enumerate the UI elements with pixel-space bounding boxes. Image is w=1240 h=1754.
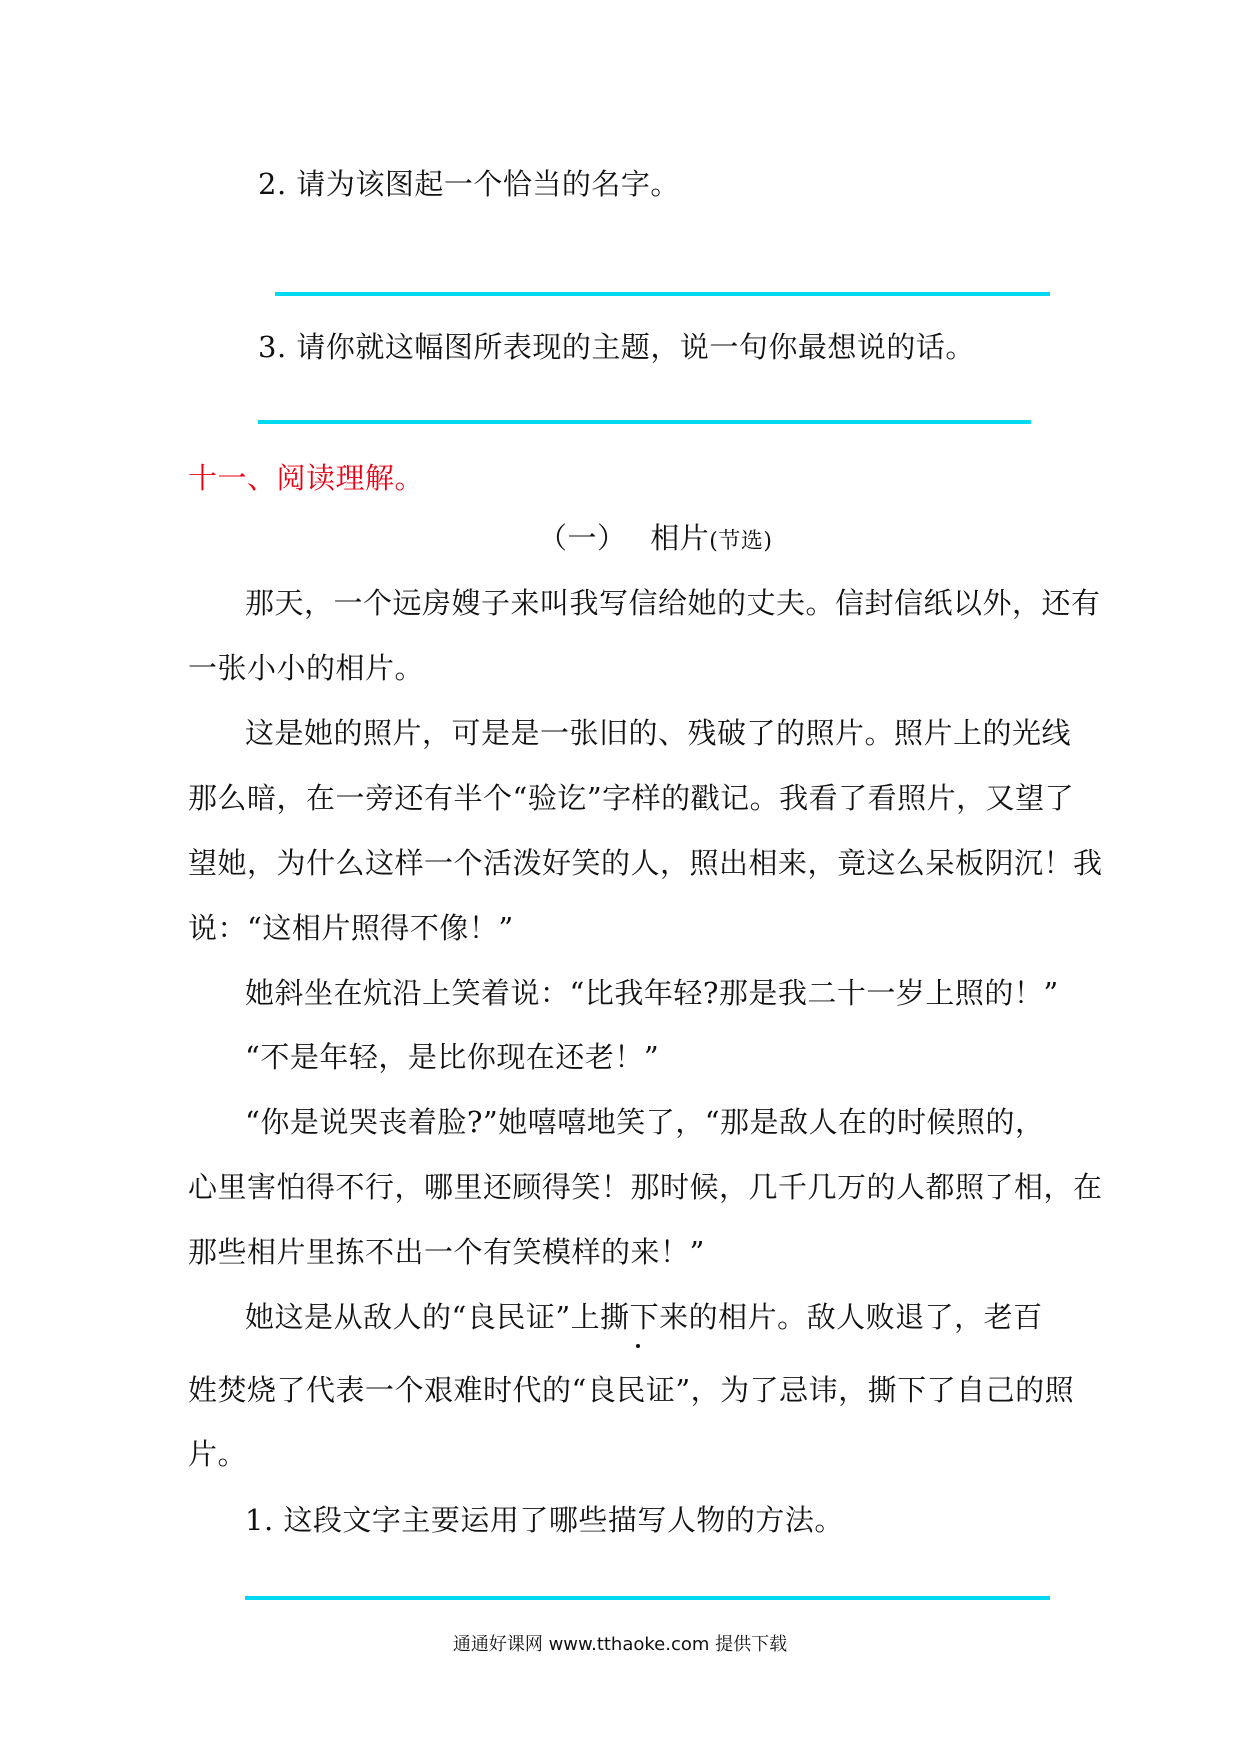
footer-source: 通通好课网 www.tthaoke.com 提供下载: [452, 1634, 788, 1655]
passage-line: 她斜坐在炕沿上笑着说：“比我年轻?那是我二十一岁上照的！”: [245, 976, 1059, 1010]
passage-line: 望她，为什么这样一个活泼好笑的人，照出相来，竟这么呆板阴沉！我: [188, 846, 1103, 880]
passage-line: “你是说哭丧着脸?”她嘻嘻地笑了，“那是敌人在的时候照的，: [245, 1105, 1045, 1139]
question-2: 2. 请为该图起一个恰当的名字。: [258, 167, 680, 201]
passage-line: 片。: [188, 1437, 248, 1471]
emphasis-dot: [636, 1344, 640, 1348]
passage-title-note: (节选): [709, 529, 773, 554]
answer-line-q3[interactable]: [258, 420, 1031, 424]
passage-line: “不是年轻，是比你现在还老！”: [245, 1040, 660, 1074]
passage-line: 这是她的照片，可是是一张旧的、残破了的照片。照片上的光线: [245, 716, 1072, 750]
answer-line-q1[interactable]: [245, 1596, 1050, 1600]
passage-line: 她这是从敌人的“良民证”上撕下来的相片。敌人败退了，老百: [245, 1300, 1043, 1334]
passage-line: 那些相片里拣不出一个有笑模样的来！”: [188, 1235, 705, 1269]
question-1: 1. 这段文字主要运用了哪些描写人物的方法。: [245, 1503, 844, 1537]
passage-line: 那么暗，在一旁还有半个“验讫”字样的戳记。我看了看照片，又望了: [188, 781, 1075, 815]
passage-line: 一张小小的相片。: [188, 651, 425, 685]
passage-title-prefix: （一）: [538, 521, 627, 555]
answer-line-q2[interactable]: [275, 292, 1050, 296]
passage-line: 姓焚烧了代表一个艰难时代的“良民证”，为了忌讳，撕下了自己的照: [188, 1373, 1075, 1407]
passage-title: [538, 518, 772, 562]
section-heading: 十一、阅读理解。: [188, 461, 425, 495]
passage-title-main: 相片: [650, 521, 710, 555]
passage-line: 那天，一个远房嫂子来叫我写信给她的丈夫。信封信纸以外，还有: [245, 586, 1101, 620]
question-3: 3. 请你就这幅图所表现的主题，说一句你最想说的话。: [258, 330, 975, 364]
passage-line: 心里害怕得不行，哪里还顾得笑！那时候，几千几万的人都照了相，在: [188, 1170, 1103, 1204]
passage-line: 说：“这相片照得不像！”: [188, 911, 514, 945]
